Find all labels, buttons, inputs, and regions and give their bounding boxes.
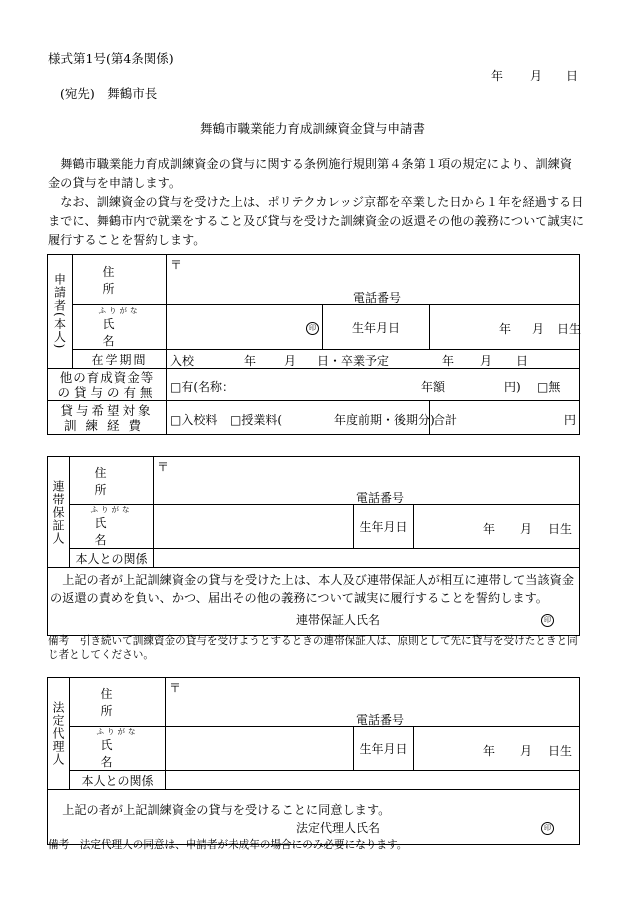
applicant-birth-day: 日生 (557, 322, 582, 336)
guarantor-relation-field[interactable] (154, 549, 580, 568)
enroll-day-grad: 日・卒業予定 (317, 353, 390, 368)
guarantor-phone-label: 電話番号 (356, 491, 405, 505)
enroll-year: 年 (244, 353, 257, 368)
grad-year: 年 (442, 353, 455, 368)
applicant-furigana-label: ふりがな (98, 305, 141, 315)
other-funds-no-checkbox[interactable]: □無 (537, 379, 561, 394)
legal-rep-section-label: 法定代理人 (48, 678, 70, 790)
legal-rep-note: 備考 法定代理人の同意は、申請者が未成年の場合にのみ必要になります。 (48, 839, 408, 851)
intro-text (48, 155, 584, 250)
form-number: 様式第1号(第4条関係) (48, 51, 174, 66)
legal-rep-relation-label: 本人との関係 (70, 771, 166, 790)
loan-target-field[interactable] (167, 401, 435, 435)
applicant-birth-field[interactable] (430, 305, 580, 350)
guarantor-relation-label: 本人との関係 (70, 549, 154, 568)
period-label: 在学期間 (91, 352, 148, 367)
legal-rep-phone-label: 電話番号 (356, 713, 405, 727)
loan-total-yen: 円 (564, 412, 577, 427)
legal-rep-address-field[interactable] (166, 678, 580, 727)
guarantor-sign-field[interactable] (541, 611, 554, 627)
legal-rep-birth-month: 月 (520, 743, 533, 758)
legal-rep-sign-field[interactable] (541, 819, 554, 835)
guarantor-note: 備考 引き続いて訓練資金の貸与を受けようとするときの連帯保証人は、原則として先に貸与を受けたときと同じ者としてください。 (48, 635, 578, 661)
intro-paragraph-2: なお、訓練資金の貸与を受けた上は、ポリテクカレッジ京都を卒業した日から１年を経過する日までに、舞鶴市内で就業をすること及び貸与を受けた訓練資金の返還その他の義務について誠実に履行することを誓約します。 (48, 195, 585, 247)
other-funds-amount: 年額 (421, 379, 446, 394)
applicant-birth-month: 月 (532, 322, 545, 336)
enroll-month: 月 (284, 353, 297, 368)
legal-rep-name-field[interactable] (166, 727, 354, 771)
other-funds-label-2: の貸与の有無 (57, 384, 157, 400)
enroll-label: 入校 (170, 353, 195, 368)
other-funds-yes-checkbox[interactable]: □有(名称： (170, 379, 235, 394)
addressee: (宛先) 舞鶴市長 (60, 86, 158, 101)
applicant-name-label: 氏 名 (102, 316, 171, 348)
guarantor-postal-mark: 〒 (157, 460, 170, 474)
legal-rep-seal-mark: 印 (541, 822, 554, 835)
applicant-birth-year: 年 (499, 322, 512, 336)
guarantor-name-field[interactable] (154, 505, 354, 549)
guarantor-furigana-label: ふりがな (90, 505, 133, 514)
applicant-seal-mark: 印 (306, 322, 319, 335)
date-month: 月 (530, 69, 543, 83)
grad-month: 月 (480, 353, 493, 368)
loan-total-label: 合計 (433, 412, 458, 427)
other-funds-label-1: 他の育成資金等 (59, 369, 155, 385)
guarantor-section-label: 連帯保証人 (48, 457, 70, 568)
applicant-phone-label: 電話番号 (353, 291, 402, 305)
guarantor-pledge-text: 上記の者が上記訓練資金の貸与を受けた上は、本人及び連帯保証人が相互に連帯して当該資金の返還の責めを負い、かつ、届出その他の義務について誠実に履行することを誓約します。 (50, 573, 575, 605)
legal-rep-sign-label: 法定代理人氏名 (296, 821, 381, 835)
loan-total-field[interactable] (430, 401, 580, 435)
tuition-checkbox[interactable]: □授業料( (230, 412, 283, 427)
applicant-birth-label: 生年月日 (323, 305, 430, 350)
legal-rep-birth-label: 生年月日 (354, 727, 414, 771)
loan-target-label-2: 訓練経費 (63, 417, 150, 433)
tuition-term: 年度前期・後期分) (334, 412, 435, 427)
applicant-address-field[interactable] (167, 255, 580, 305)
legal-rep-consent-cell (48, 790, 580, 845)
applicant-postal-mark: 〒 (170, 258, 183, 272)
guarantor-seal-mark: 印 (541, 614, 554, 627)
other-funds-yen: 円) (504, 379, 521, 394)
guarantor-table (47, 456, 580, 636)
guarantor-birth-label: 生年月日 (354, 505, 414, 549)
date-year: 年 (491, 69, 504, 83)
guarantor-birth-field[interactable] (414, 505, 580, 549)
legal-rep-consent-text: 上記の者が上記訓練資金の貸与を受けることに同意します。 (62, 803, 391, 817)
entrance-fee-checkbox[interactable]: □入校料 (170, 412, 218, 427)
intro-paragraph-1: 舞鶴市職業能力育成訓練資金の貸与に関する条例施行規則第４条第１項の規定により、訓練資金の貸与を申請します。 (48, 157, 573, 190)
form-title: 舞鶴市職業能力育成訓練資金貸与申請書 (200, 121, 426, 136)
legal-rep-birth-year: 年 (483, 743, 496, 758)
guarantor-address-label: 住 所 (94, 465, 163, 497)
loan-target-label-1: 貸与希望対象 (60, 402, 154, 418)
legal-rep-name-label: 氏 名 (100, 738, 169, 769)
guarantor-pledge-cell (48, 568, 580, 636)
guarantor-birth-month: 月 (520, 521, 533, 536)
grad-day: 日 (516, 353, 529, 368)
applicant-table (47, 254, 580, 435)
legal-rep-table (47, 677, 580, 845)
guarantor-name-label: 氏 名 (94, 516, 163, 547)
guarantor-birth-day: 日生 (548, 521, 573, 536)
guarantor-birth-year: 年 (483, 521, 496, 536)
guarantor-sign-label: 連帯保証人氏名 (296, 613, 381, 627)
other-funds-field[interactable] (167, 369, 580, 401)
applicant-name-field[interactable] (167, 305, 323, 350)
period-field[interactable] (167, 350, 580, 369)
guarantor-address-field[interactable] (154, 457, 580, 505)
date-day: 日 (566, 69, 579, 83)
legal-rep-relation-field[interactable] (166, 771, 580, 790)
applicant-address-label: 住 所 (102, 264, 171, 296)
applicant-section-label: 申請者(本人) (48, 255, 73, 369)
legal-rep-furigana-label: ふりがな (96, 727, 139, 736)
legal-rep-address-label: 住 所 (100, 687, 169, 718)
legal-rep-birth-day: 日生 (548, 743, 573, 758)
legal-rep-birth-field[interactable] (414, 727, 580, 771)
legal-rep-postal-mark: 〒 (169, 681, 182, 695)
